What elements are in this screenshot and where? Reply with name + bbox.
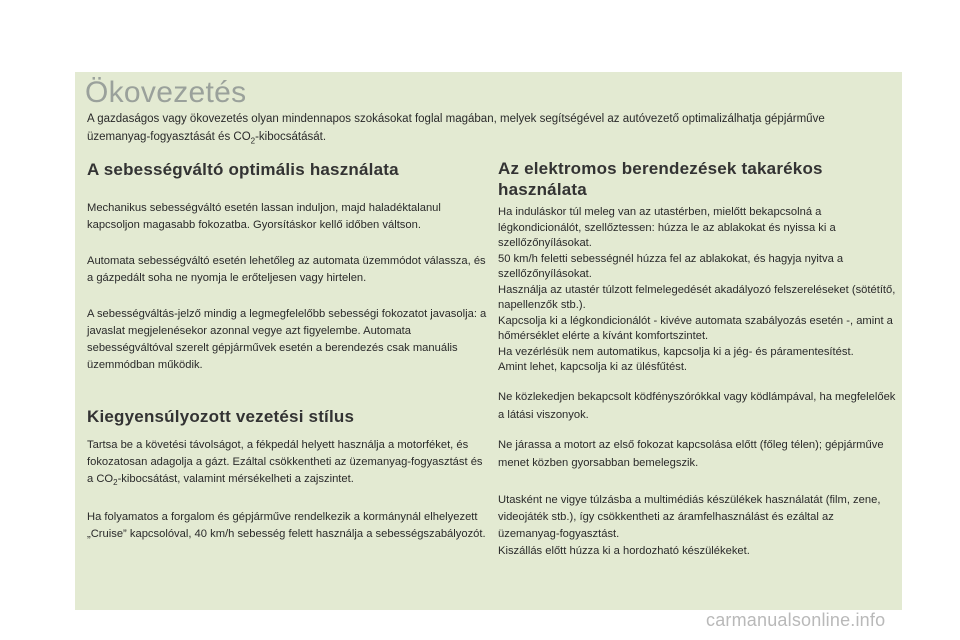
electrical-paragraph-7: Ne közlekedjen bekapcsolt ködfényszórókkal vagy ködlámpával, ha megfelelőek a látási viszonyok. xyxy=(498,390,896,421)
intro-paragraph xyxy=(87,110,887,146)
electrical-paragraph-8: Ne járassa a motort az első fokozat kapcsolása előtt (főleg télen); gépjárműve menet közben gyorsabban bemelegszik. xyxy=(498,438,884,469)
driving-style-paragraph-1 xyxy=(87,437,487,488)
intro-text-end: -kibocsátását. xyxy=(255,131,327,143)
driving-style-text: Tartsa be a követési távolságot, a fékpedál helyett használja a motorféket, és fokozatosan adagolja a gázt. Ezáltal csökkentheti az üzemanyag-fogyasztást és a CO xyxy=(87,439,483,485)
electrical-paragraph-9: Utasként ne vigye túlzásba a multimédiás készülékek használatát (film, zene, videojáték stb.), így csökkentheti az áramfelhasználást és ezáltal az üzemanyag-fogyasztást. xyxy=(498,493,881,540)
electrical-paragraph-4: Kapcsolja ki a légkondicionálót - kivéve automata szabályozás esetén -, amint a hőmérséklet elérte a kívánt komfortszintet. xyxy=(498,314,893,342)
left-column xyxy=(87,158,487,543)
electrical-paragraph-5: Ha vezérlésük nem automatikus, kapcsolja ki a jég- és páramentesítést. xyxy=(498,345,854,358)
electrical-paragraph-10: Kiszállás előtt húzza ki a hordozható készülékeket. xyxy=(498,544,750,557)
intro-text: A gazdaságos vagy ökovezetés olyan mindennapos szokásokat foglal magában, melyek segítségével az autóvezető optimalizálhatja gépjárműve üzemanyag-fogyasztását és CO xyxy=(87,113,825,143)
section-heading-driving-style: Kiegyensúlyozott vezetési stílus xyxy=(87,407,355,426)
watermark: carmanualsonline.info xyxy=(706,610,886,630)
page-title: Ökovezetés xyxy=(85,76,247,109)
gearbox-paragraph-1: Mechanikus sebességváltó esetén lassan induljon, majd haladéktalanul kapcsoljon magasabb fokozatba. Gyorsításkor kellő időben váltson. xyxy=(87,202,441,231)
gearbox-paragraph-2: Automata sebességváltó esetén lehetőleg az automata üzemmódot válassza, és a gázpedált soha ne nyomja le erőteljesen vagy hirtelen. xyxy=(87,255,486,284)
section-heading-electrical: Az elektromos berendezések takarékos használata xyxy=(498,159,823,199)
driving-style-paragraph-2: Ha folyamatos a forgalom és gépjárműve rendelkezik a kormánynál elhelyezett „Cruise” kapcsolóval, 40 km/h sebesség felett használja a sebességszabályozót. xyxy=(87,511,486,540)
electrical-paragraph-6: Amint lehet, kapcsolja ki az ülésfűtést. xyxy=(498,361,688,373)
gearbox-paragraph-3: A sebességváltás-jelző mindig a legmegfelelőbb sebességi fokozatot javasolja: a javaslat megjelenésekor azonnal vegye azt figyelembe. Automata sebességváltóval szerelt gépjárművek esetén a berendezés csak manuális üzemmódban működik. xyxy=(87,308,487,371)
right-column xyxy=(498,158,898,560)
driving-style-text-end: -kibocsátást, valamint mérsékelheti a zajszintet. xyxy=(117,473,354,485)
electrical-paragraph-3: Használja az utastér túlzott felmelegedését akadályozó felszereléseket (sötétítő, napellenzők stb.). xyxy=(498,283,896,311)
intro-subscript: 2 xyxy=(250,136,256,146)
section-heading-gearbox: A sebességváltó optimális használata xyxy=(87,160,399,179)
electrical-paragraph-1: Ha induláskor túl meleg van az utastérben, mielőtt bekapcsolná a légkondicionálót, szellőztessen: húzza le az ablakokat és nyissa ki a szellőzőnyílásokat. xyxy=(498,206,836,249)
driving-style-subscript: 2 xyxy=(113,478,118,488)
electrical-paragraph-2: 50 km/h feletti sebességnél húzza fel az ablakokat, és hagyja nyitva a szellőzőnyílásokat. xyxy=(498,252,844,280)
